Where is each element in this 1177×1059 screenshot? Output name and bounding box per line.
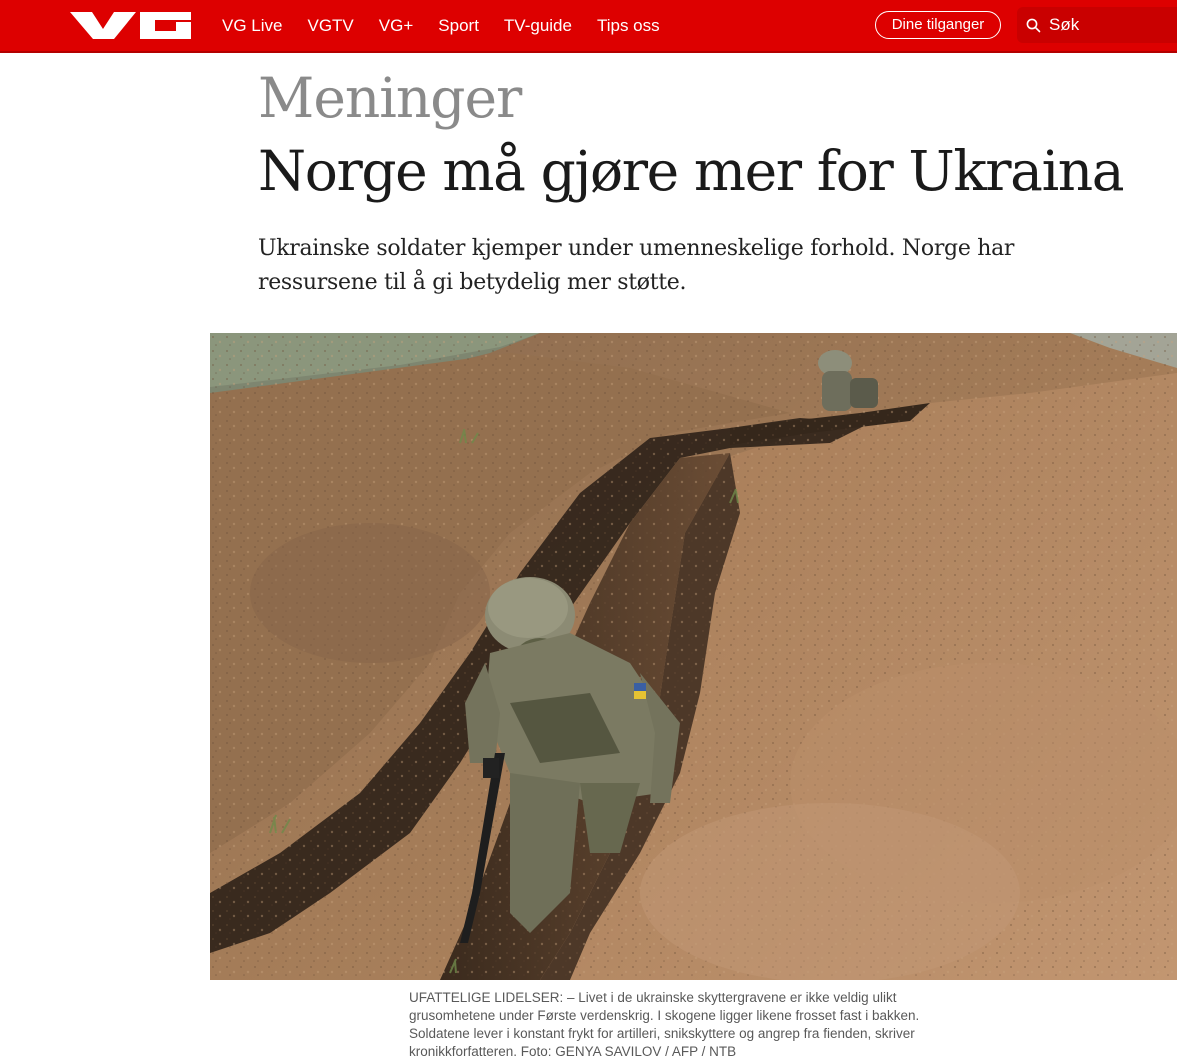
article-hero-image[interactable]: [210, 333, 1177, 980]
trench-photo: [210, 333, 1177, 980]
vg-logo-icon: [70, 12, 191, 39]
nav-item-sport[interactable]: Sport: [438, 15, 479, 35]
nav-item-vg-live[interactable]: VG Live: [222, 15, 283, 35]
nav-item-vg-plus[interactable]: VG+: [378, 15, 414, 35]
top-navigation-bar: [0, 0, 1177, 53]
dine-tilganger-button[interactable]: Dine tilganger: [875, 11, 1001, 39]
search-box[interactable]: [1017, 7, 1177, 43]
main-nav: [222, 0, 685, 51]
search-icon: [1026, 18, 1041, 33]
section-kicker: Meninger: [258, 66, 522, 130]
vg-logo[interactable]: [70, 12, 191, 39]
nav-item-tips-oss[interactable]: Tips oss: [596, 15, 660, 35]
article-title: Norge må gjøre mer for Ukraina: [258, 139, 1124, 203]
search-input[interactable]: [1049, 7, 1173, 43]
nav-item-tv-guide[interactable]: TV-guide: [503, 15, 572, 35]
nav-item-vgtv[interactable]: VGTV: [307, 15, 354, 35]
image-caption: UFATTELIGE LIDELSER: – Livet i de ukrainske skyttergravene er ikke veldig ulikt grusomhetene under Første verdenskrig. I skogene ligger likene frosset fast i bakken. Soldatene lever i konstant frykt for artilleri, snikskyttere og angrep fra fienden, skriver kronikkforfatteren. Foto: GENYA SAVILOV / AFP / NTB: [409, 990, 920, 1059]
article-lead: Ukrainske soldater kjemper under umenneskelige forhold. Norge har ressursene til å gi betydelig mer støtte.: [258, 236, 1015, 295]
